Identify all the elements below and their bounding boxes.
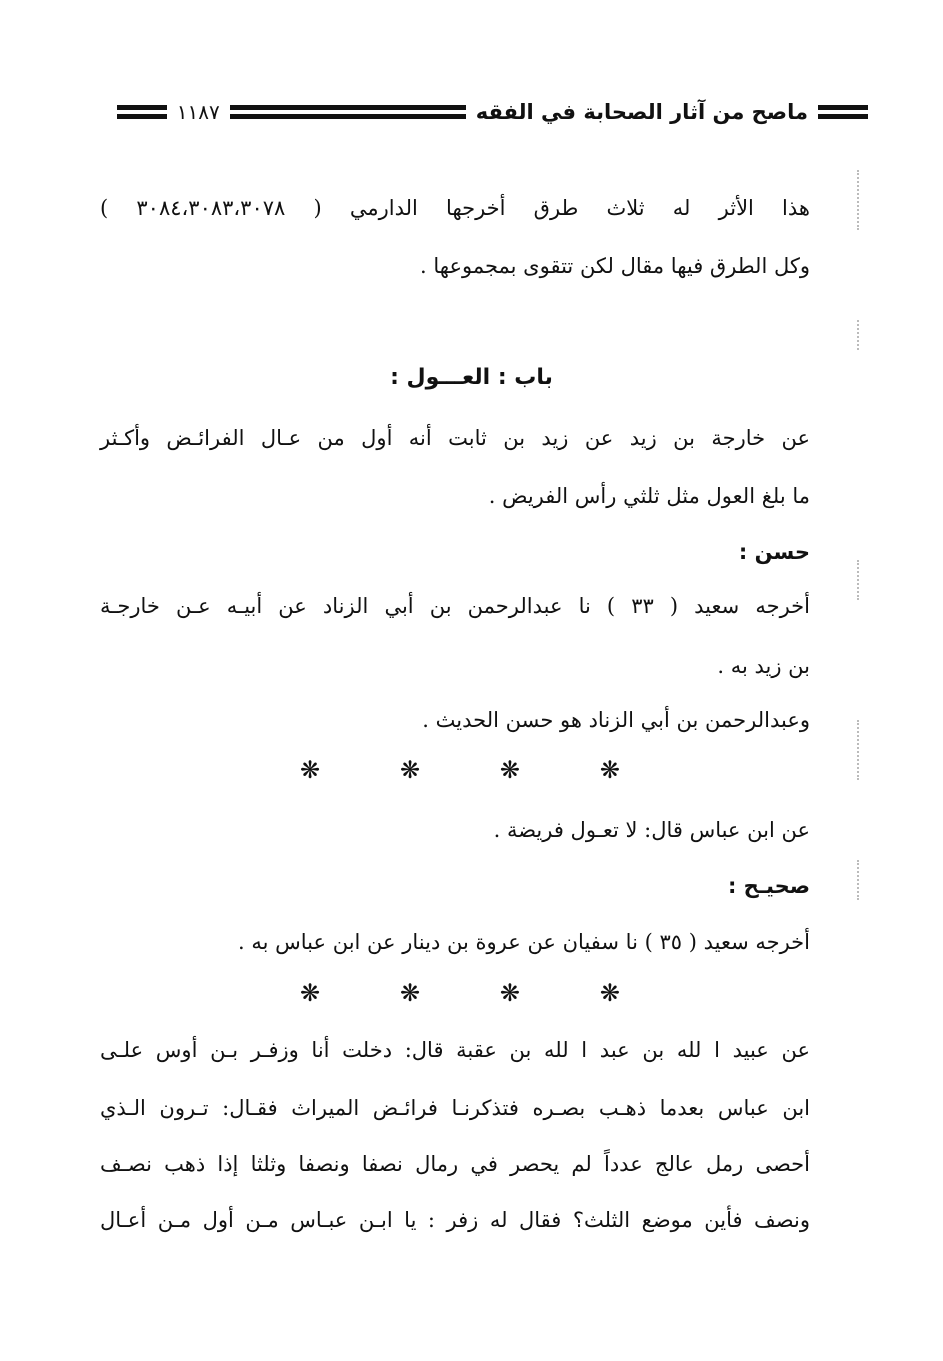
- scan-margin-mark: [857, 560, 862, 600]
- athar1-takhrij-line-2: بن زيد به .: [717, 654, 810, 678]
- header-rule-right: [818, 105, 868, 119]
- separator-star: ❋: [599, 756, 620, 784]
- separator-star: ❋: [399, 979, 421, 1007]
- athar2-grade: صحيـح :: [727, 874, 810, 898]
- header-rule-middle: [230, 105, 466, 119]
- intro-line-2: وكل الطرق فيها مقال لكن تتقوى بمجموعها .: [420, 254, 810, 278]
- page-number: ١١٨٧: [176, 100, 220, 124]
- athar1-note: وعبدالرحمن بن أبي الزناد هو حسن الحديث .: [422, 708, 810, 732]
- athar3-text-line-1: عن عبيد ا لله بن عبد ا لله بن عقبة قال: دخلت أنا وزفـر بـن أوس علـى: [100, 1038, 810, 1062]
- athar3-text-line-4: ونصف فأين موضع الثلث؟ فقال له زفر : يا ابـن عبـاس مـن أول مـن أعـال: [100, 1208, 810, 1232]
- athar1-grade: حسن :: [738, 540, 810, 564]
- athar1-text-line-2: ما بلغ العول مثل ثلثي رأس الفريض .: [488, 484, 810, 508]
- running-header: [98, 90, 868, 134]
- athar1-text-line-1: عن خارجة بن زيد عن زيد بن ثابت أنه أول من عـال الفرائـض وأكـثر: [100, 426, 810, 450]
- athar1-takhrij-line-1: أخرجه سعيد ( ٣٣ ) نا عبدالرحمن بن أبي الزناد عن أبيـه عـن خارجـة: [100, 594, 810, 618]
- header-rule-left: [117, 105, 167, 119]
- separator-star: ❋: [499, 756, 521, 784]
- separator-star: ❋: [399, 756, 421, 784]
- scan-margin-mark: [857, 720, 862, 780]
- scan-margin-mark: [857, 170, 862, 230]
- chapter-heading: باب : العـــول :: [390, 365, 553, 390]
- athar3-text-line-2: ابن عباس بعدما ذهـب بصـره فتذكرنـا فرائـض الميراث فقـال: تـرون الـذي: [100, 1096, 810, 1120]
- scan-margin-mark: [857, 860, 862, 900]
- separator-star: ❋: [599, 979, 620, 1007]
- separator-star: ❋: [499, 979, 521, 1007]
- intro-line-1: هذا الأثر له ثلاث طرق أخرجها الدارمي ( ٣٠٨٤،٣٠٨٣،٣٠٧٨ ): [100, 196, 810, 220]
- separator-star: ❋: [300, 979, 321, 1007]
- athar2-text: عن ابن عباس قال: لا تعـول فريضة .: [493, 818, 810, 842]
- header-book-title: ماصح من آثار الصحابة في الفقه: [475, 100, 808, 124]
- separator-star: ❋: [300, 756, 321, 784]
- scan-margin-mark: [857, 320, 862, 350]
- section-separator-1: [300, 755, 620, 785]
- section-separator-2: [300, 978, 620, 1008]
- athar2-takhrij: أخرجه سعيد ( ٣٥ ) نا سفيان عن عروة بن دينار عن ابن عباس به .: [238, 930, 810, 954]
- athar3-text-line-3: أحصى رمل عالج عدداً لم يحصر في رمال نصفا ونصفا وثلثا إذا ذهب نصـف: [100, 1152, 810, 1176]
